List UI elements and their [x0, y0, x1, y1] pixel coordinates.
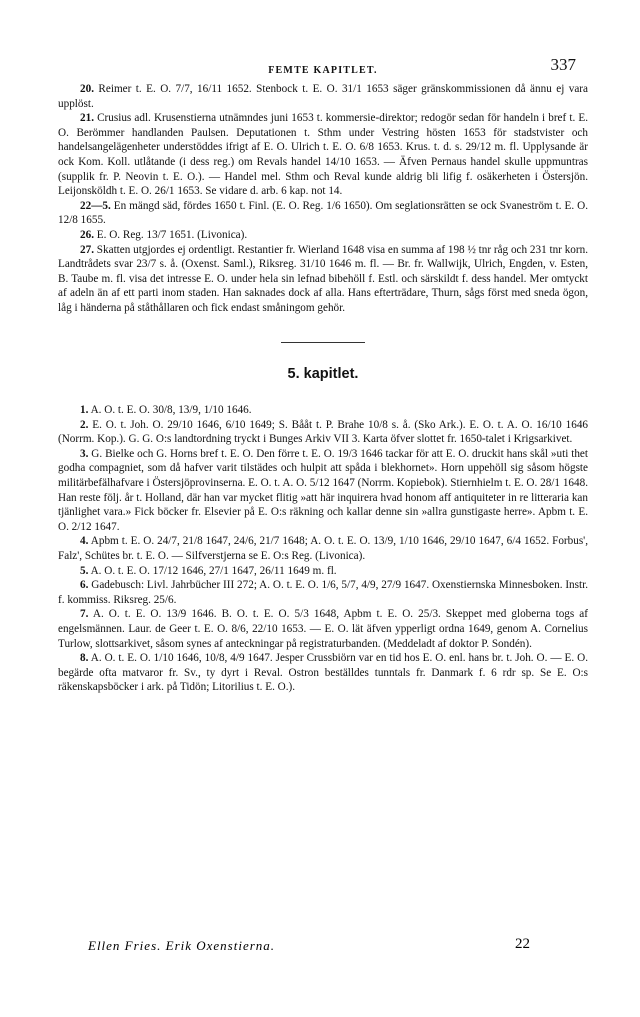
- note-text: E. O. t. Joh. O. 29/10 1646, 6/10 1649; S. Bååt t. P. Brahe 10/8 s. å. (Sko Ark.). E. O. t. A. O. 16/10 1646 (Norrm. Kop.). G. G. O:s landtordning tryckt i Bunges Arkiv VII 3. Karta öfver slottet fr. 1650-talet i Krigsarkivet.: [58, 418, 589, 446]
- note-text: Gadebusch: Livl. Jahrbücher III 272; A. O. t. E. O. 1/6, 5/7, 4/9, 27/9 1647. Oxenstiernska Minnesboken. Instr. f. kommiss. Riksreg. 25/6.: [58, 579, 589, 606]
- note-text: A. O. t. E. O. 13/9 1646. B. O. t. E. O. 5/3 1648, Apbm t. E. O. 25/3. Skeppet med globerna togs af engelsmännen. Laur. de Geer t. E. O. 8/6, 22/10 1653. — E. O. lät äfven ypperligt ordna 1649, genom A. Cornelius Turlow, slottsarkivet, såsom synes af anteckningar på registraturbanden. (Meddeladt af doktor P. Sondén).: [58, 608, 588, 650]
- notes-bottom: [58, 403, 588, 695]
- note-text: En mängd säd, fördes 1650 t. Finl. (E. O. Reg. 1/6 1650). Om seglationsrätten se ock Svaneström t. E. O. 12/8 1655.: [58, 199, 588, 227]
- note-item: [58, 607, 588, 651]
- note-text: A. O. t. E. O. 1/10 1646, 10/8, 4/9 1647. Jesper Crussbiörn var en tid hos E. O. enl. hans br. t. Joh. O. — E. O. begärde ofta matvaror fr. Sv., ty dyrt i Reval. Ostron beställdes tunntals fr. Danmark f. 6 rdr sp. Se E. O:s räkenskapsböcker i ark. på Tidön; Litorilius t. E. O.).: [58, 652, 588, 694]
- note-item: [58, 447, 588, 535]
- note-number: 21.: [80, 112, 94, 125]
- note-number: 20.: [80, 83, 94, 95]
- page-number: 337: [550, 55, 576, 74]
- note-number: 6.: [80, 579, 89, 592]
- note-number: 1.: [80, 404, 89, 417]
- note-item: [58, 651, 588, 695]
- running-head: [58, 56, 588, 82]
- footer-author: Ellen Fries. Erik Oxenstierna.: [88, 938, 276, 953]
- note-item: [58, 403, 588, 418]
- note-number: 5.: [80, 564, 89, 577]
- note-number: 4.: [80, 535, 89, 548]
- note-number: 26.: [80, 228, 94, 241]
- notes-top: [58, 82, 588, 316]
- note-text: E. O. Reg. 13/7 1651. (Livonica).: [96, 228, 248, 241]
- section-divider: [281, 342, 365, 343]
- note-number: 8.: [80, 652, 89, 665]
- running-title: FEMTE KAPITLET.: [268, 65, 378, 76]
- note-item: [58, 228, 588, 243]
- note-item: [58, 418, 588, 447]
- note-text: Crusius adl. Krusenstierna utnämndes juni 1653 t. kommersie-direktor; redogör sedan för handeln i bref t. E. O. Berömmer handlanden Paulsen. Deputationen t. Sthm under Vestring hösten 1653 för stadstvister och handelsangelägenheter understöddes ifrigt af E. O. Ulrich t. E. O. 6/8 1653. Krus. t. d. s. 29/12 m. fl. Upplysande är ock Kom. Koll. utlåtande (i dess reg.) om Revals handel 14/10 1653. — Äfven Pernaus handel skulle uppmuntras (supplik fr. P. Neovin t. E. O.). — Handel mel. Sthm och Reval kunde aldrig bli lifig f. osäkerheten i Östersjön. Leijonsköldh t. E. O. 26/1 1653. Se vidare d. arb. 6 kap. not 14.: [58, 112, 588, 198]
- note-number: 22—5.: [80, 199, 111, 212]
- note-text: G. Bielke och G. Horns bref t. E. O. Den förre t. E. O. 19/3 1646 tackar för att E. O. druckit hans skål »uti thet godha compagniet, som då hafver varit tilstädes och hulpit att spåda i blekhornet». Horn uppehöll sig såsom högste militärbefälhafvare i Östersjöprovinserna. E. O. t. A. O. 5/12 1647 (Norrm. Kopiebok). Stiernhielm t. E. O. 28/1 1648. Han reste följ. år t. Holland, där han var mycket flitig »att här inquirera hvad honom aff antiquiteter in re litteraria kan tjänlighet vara.» Fick böcker fr. Elsevier på E. O:s räkning och kallar denne sin »allra gunstigaste herre». Apbm t. E. O. 2/12 1647.: [58, 447, 589, 533]
- page-body: [58, 56, 588, 695]
- note-item: [58, 199, 588, 228]
- note-item: [58, 534, 588, 563]
- note-text: A. O. t. E. O. 17/12 1646, 27/1 1647, 26/11 1649 m. fl.: [90, 564, 337, 577]
- note-text: A. O. t. E. O. 30/8, 13/9, 1/10 1646.: [90, 404, 252, 417]
- note-number: 2.: [80, 418, 89, 431]
- note-item: [58, 564, 588, 579]
- note-item: [58, 82, 588, 111]
- note-item: [58, 578, 588, 607]
- note-text: Apbm t. E. O. 24/7, 21/8 1647, 24/6, 21/7 1648; A. O. t. E. O. 13/9, 1/10 1646, 29/10 1647, 6/4 1652. Forbus', Falz', Schütes br. t. E. O. — Silfverstjerna se E. O:s Reg. (Livonica).: [58, 535, 588, 563]
- note-number: 3.: [80, 447, 89, 460]
- note-text: Reimer t. E. O. 7/7, 16/11 1652. Stenbock t. E. O. 31/1 1653 säger gränskommissionen då ännu ej vara upplöst.: [58, 83, 588, 110]
- note-item: [58, 111, 588, 199]
- note-number: 27.: [80, 243, 94, 256]
- chapter-title: 5. kapitlet.: [287, 365, 359, 382]
- note-number: 7.: [80, 608, 89, 621]
- signature-mark: 22: [515, 936, 530, 952]
- note-text: Skatten utgjordes ej ordentligt. Restantier fr. Wierland 1648 visa en summa af 198 ½ tnr råg och 231 tnr korn. Landtrådets svar 23/7 s. å. (Oxenst. Saml.), Riksreg. 31/10 1646 m. fl. — Br. fr. Wallwijk, Ulrich, Engden, v. Esten, B. Taube m. fl. visa det intresse E. O. under hela sin lefnad bibehöll f. Estl. och särskildt f. dess handel. Mer omtyckt af adeln än af ett parti inom staden. Han saknades dock af alla. Hans efterträdare, Thurn, sågs först med sneda ögon, låg i händerna på ståthållaren och fick endast småningom gehör.: [58, 243, 588, 314]
- note-item: [58, 243, 588, 316]
